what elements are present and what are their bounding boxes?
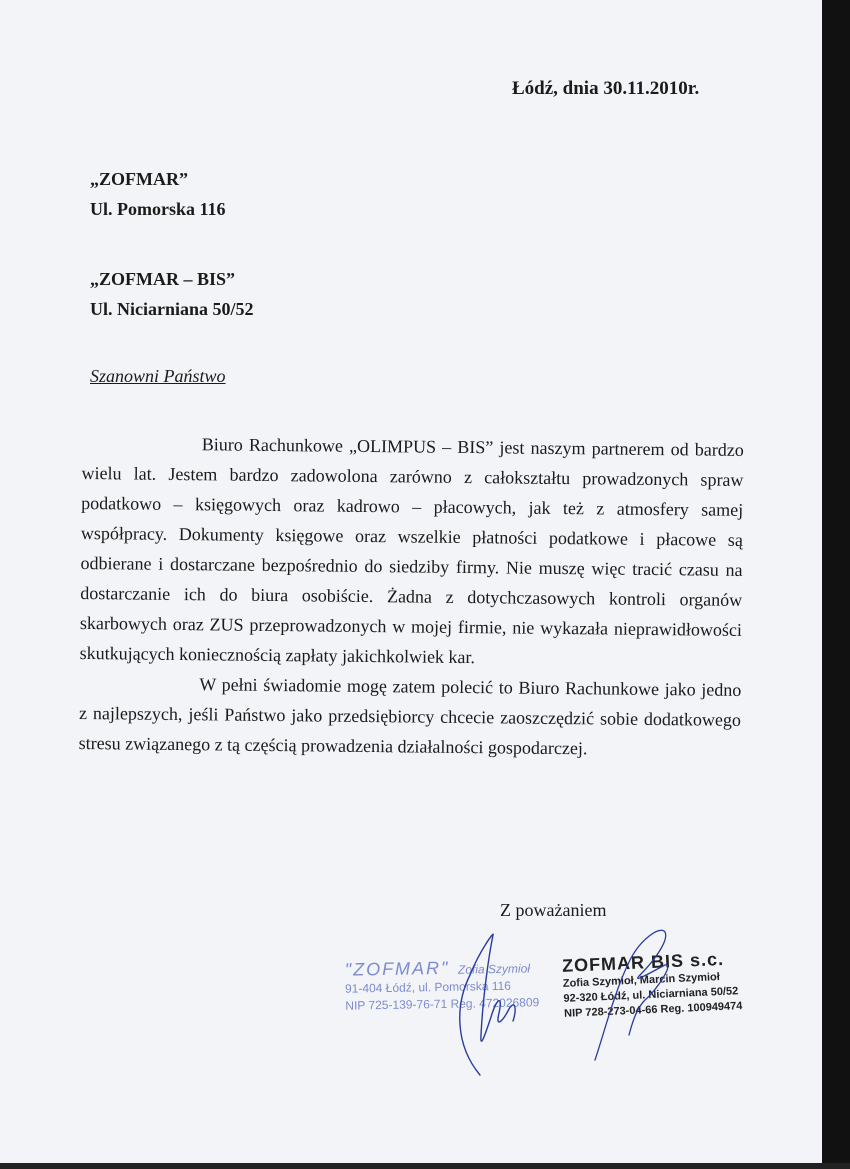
recipient-address: Ul. Niciarniana 50/52 (90, 299, 254, 319)
stamp-owners: Zofia Szymioł, Marcin Szymioł (562, 971, 721, 990)
stamp-address: 92-320 Łódź, ul. Niciarniana 50/52 (563, 985, 739, 1005)
body-paragraph-1: Biuro Rachunkowe „OLIMPUS – BIS” jest naszym partnerem od bardzo wielu lat. Jestem bardzo zadowolona zarówno z całokształtu prowadzonych spraw podatkowo – księgowych oraz kadrowo – płacowych, jak też z atmosfery samej współpracy. Dokumenty księgowe oraz wszelkie płatności podatkowe i płacowe są odbierane i dostarczane bezpośrednio do siedziby firmy. Nie muszę więc tracić czasu na dostarczanie ich do biura osobiście. Żadna z dotychczasowych kontroli organów skarbowych oraz ZUS przeprowadzonych w mojej firmie, nie wykazała nieprawidłowości skutkujących koniecznością zapłaty jakichkolwiek kar. (79, 434, 744, 668)
recipient-block-2 (90, 264, 254, 324)
company-stamp-zofmar-bis (562, 948, 743, 1022)
stamp-company-name: ZOFMAR BIS s.c. (561, 948, 725, 976)
stamp-tax-ids: NIP 725-139-76-71 Reg. 472026809 (345, 995, 540, 1013)
letter-date: Łódź, dnia 30.11.2010r. (512, 78, 700, 99)
stamp-address: 91-404 Łódź, ul. Pomorska 116 (344, 978, 512, 996)
closing: Z poważaniem (500, 900, 607, 920)
body-paragraph-2: W pełni świadomie mogę zatem polecić to Biuro Rachunkowe jako jedno z najlepszych, jeśli Państwo jako przedsiębiorcy chcecie zaoszczędzić sobie dodatkowego stresu związanego z tą częścią prowadzenia działalności gospodarczej. (78, 674, 742, 759)
recipient-name: „ZOFMAR” (90, 169, 188, 189)
scan-edge-right (822, 0, 850, 1169)
stamp-tax-ids: NIP 728-273-04-66 Reg. 100949474 (563, 1000, 743, 1020)
recipient-block-1 (90, 164, 226, 224)
company-stamp-zofmar (345, 956, 540, 1014)
stamp-company-name: "ZOFMAR" (344, 957, 450, 980)
recipient-name: „ZOFMAR – BIS” (90, 269, 236, 289)
stamp-owner: Zofia Szymioł (457, 961, 531, 977)
letter-body (79, 428, 744, 765)
greeting: Szanowni Państwo (90, 366, 226, 386)
recipient-address: Ul. Pomorska 116 (90, 199, 226, 219)
scan-edge-bottom (0, 1163, 850, 1169)
